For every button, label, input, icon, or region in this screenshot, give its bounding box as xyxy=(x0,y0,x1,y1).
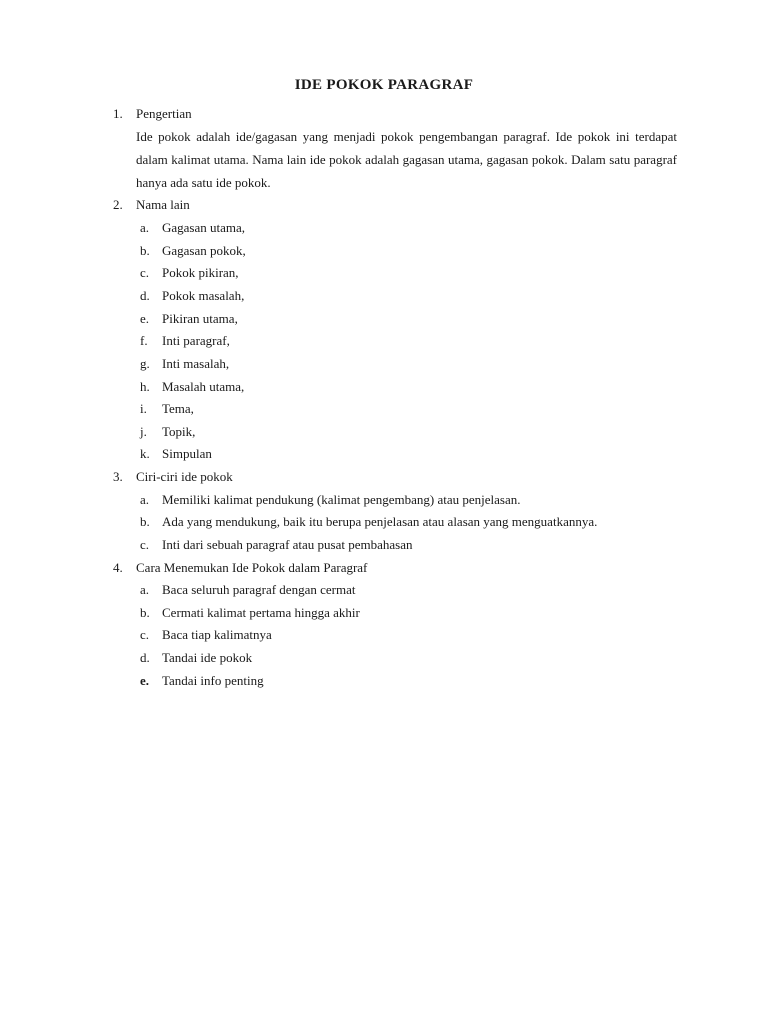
list-item-letter: b. xyxy=(140,514,150,529)
section-number: 2. xyxy=(113,197,123,212)
list-item-letter: b. xyxy=(140,605,150,620)
section-heading-cara-menemukan: Cara Menemukan Ide Pokok dalam Paragraf xyxy=(136,560,368,575)
list-item-letter: k. xyxy=(140,446,150,461)
section-number: 1. xyxy=(113,106,123,121)
list-item: Pokok masalah, xyxy=(162,288,245,303)
list-item-letter: a. xyxy=(140,220,150,235)
list-item: Baca seluruh paragraf dengan cermat xyxy=(162,582,356,597)
list-item-letter: c. xyxy=(140,627,150,642)
list-item: Simpulan xyxy=(162,446,212,461)
list-item: Pokok pikiran, xyxy=(162,265,239,280)
list-item: Inti paragraf, xyxy=(162,333,230,348)
list-item-letter: d. xyxy=(140,650,150,665)
list-item: Pikiran utama, xyxy=(162,311,238,326)
section-heading-ciri-ciri: Ciri-ciri ide pokok xyxy=(136,469,233,484)
list-item-letter: e. xyxy=(140,311,150,326)
list-item-letter: c. xyxy=(140,537,150,552)
list-item: Cermati kalimat pertama hingga akhir xyxy=(162,605,360,620)
section-number: 3. xyxy=(113,469,123,484)
list-item: Tandai ide pokok xyxy=(162,650,253,665)
list-item-letter: g. xyxy=(140,356,150,371)
section-number: 4. xyxy=(113,560,123,575)
list-item-letter: c. xyxy=(140,265,150,280)
document-title: IDE POKOK PARAGRAF xyxy=(294,77,474,93)
list-item: Gagasan utama, xyxy=(162,220,246,235)
section-heading-pengertian: Pengertian xyxy=(136,106,192,121)
list-item-letter: a. xyxy=(140,492,150,507)
list-item: Inti dari sebuah paragraf atau pusat pembahasan xyxy=(162,537,413,552)
list-item: Tandai info penting xyxy=(162,673,264,688)
list-item-letter: e. xyxy=(140,673,150,688)
list-item: Baca tiap kalimatnya xyxy=(162,627,272,642)
list-item: Ada yang mendukung, baik itu berupa penjelasan atau alasan yang menguatkannya. xyxy=(162,514,598,529)
definition-paragraph: Ide pokok adalah ide/gagasan yang menjadi pokok pengembangan paragraf. Ide pokok ini terdapat dalam kalimat utama. Nama lain ide pokok adalah gagasan utama, gagasan pokok. Dalam satu paragraf hanya ada satu ide pokok. xyxy=(136,129,677,190)
list-item: Memiliki kalimat pendukung (kalimat pengembang) atau penjelasan. xyxy=(162,492,521,507)
list-item-letter: d. xyxy=(140,288,150,303)
list-item-letter: a. xyxy=(140,582,150,597)
list-item: Tema, xyxy=(162,401,194,416)
list-item-letter: i. xyxy=(140,401,147,416)
list-item-letter: j. xyxy=(140,424,147,439)
list-item-letter: b. xyxy=(140,243,150,258)
section-heading-nama-lain: Nama lain xyxy=(136,197,190,212)
list-item: Gagasan pokok, xyxy=(162,243,246,258)
list-item-letter: f. xyxy=(140,333,148,348)
list-item-letter: h. xyxy=(140,379,150,394)
list-item: Masalah utama, xyxy=(162,379,245,394)
list-item: Topik, xyxy=(162,424,196,439)
list-item: Inti masalah, xyxy=(162,356,230,371)
